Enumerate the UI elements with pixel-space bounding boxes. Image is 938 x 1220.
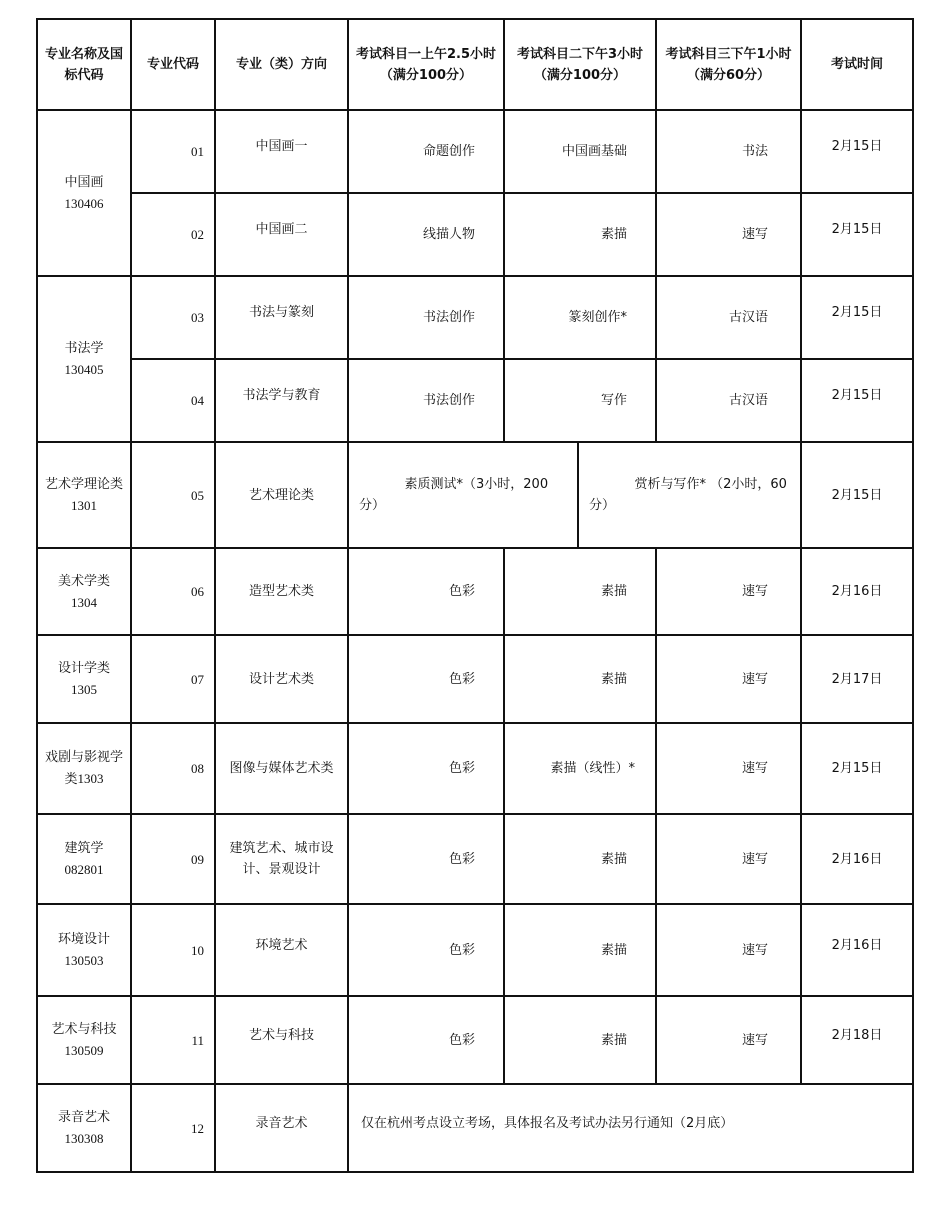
direction-name: 图像与媒体艺术类 bbox=[215, 723, 348, 814]
direction-code: 06 bbox=[131, 548, 215, 635]
subject-1: 书法创作 bbox=[348, 276, 504, 359]
major-code: 130308 bbox=[64, 1131, 104, 1146]
subject-2: 写作 bbox=[504, 359, 656, 442]
table-row bbox=[37, 635, 913, 723]
subject-2: 素描 bbox=[504, 635, 656, 723]
major-cell bbox=[37, 814, 131, 904]
table-row bbox=[37, 359, 913, 442]
subject-3: 速写 bbox=[656, 904, 801, 996]
exam-schedule-table-wrapper bbox=[36, 18, 912, 1173]
direction-code: 12 bbox=[131, 1084, 215, 1172]
header-subject-1: 考试科目一上午2.5小时（满分100分） bbox=[348, 19, 504, 110]
subject-3: 速写 bbox=[656, 548, 801, 635]
subject-3: 速写 bbox=[656, 635, 801, 723]
major-cell bbox=[37, 723, 131, 814]
header-major-name: 专业名称及国标代码 bbox=[37, 19, 131, 110]
direction-name: 书法学与教育 bbox=[215, 359, 348, 442]
direction-name: 录音艺术 bbox=[215, 1084, 348, 1172]
exam-date: 2月16日 bbox=[801, 814, 913, 904]
header-subject-3: 考试科目三下午1小时（满分60分） bbox=[656, 19, 801, 110]
table-row bbox=[37, 723, 913, 814]
direction-name: 艺术理论类 bbox=[215, 442, 348, 548]
direction-name: 环境艺术 bbox=[215, 904, 348, 996]
recording-arts-note: 仅在杭州考点设立考场，具体报名及考试办法另行通知（2月底） bbox=[348, 1084, 913, 1172]
subject-2: 素描（线性）* bbox=[504, 723, 656, 814]
subject-3: 速写 bbox=[656, 723, 801, 814]
major-name: 戏剧与影视学类1303 bbox=[44, 750, 123, 787]
subject-1: 色彩 bbox=[348, 904, 504, 996]
major-code: 082801 bbox=[64, 862, 104, 877]
major-name: 艺术学理论类 bbox=[44, 476, 123, 492]
major-cell bbox=[37, 442, 131, 548]
major-cell bbox=[37, 548, 131, 635]
exam-date: 2月15日 bbox=[801, 276, 913, 359]
direction-code: 03 bbox=[131, 276, 215, 359]
direction-code: 09 bbox=[131, 814, 215, 904]
major-cell bbox=[37, 110, 131, 276]
major-name: 录音艺术 bbox=[57, 1110, 110, 1125]
direction-name: 造型艺术类 bbox=[215, 548, 348, 635]
major-code: 130405 bbox=[64, 362, 104, 377]
direction-code: 04 bbox=[131, 359, 215, 442]
subject-3: 古汉语 bbox=[656, 276, 801, 359]
exam-date: 2月15日 bbox=[801, 359, 913, 442]
subject-3: 书法 bbox=[656, 110, 801, 193]
subject-1: 色彩 bbox=[348, 814, 504, 904]
major-code: 130509 bbox=[64, 1043, 104, 1058]
major-code: 1305 bbox=[71, 682, 97, 697]
direction-code: 05 bbox=[131, 442, 215, 548]
subject-3: 速写 bbox=[656, 193, 801, 276]
exam-date: 2月15日 bbox=[801, 110, 913, 193]
direction-name: 中国画一 bbox=[215, 110, 348, 193]
table-row bbox=[37, 996, 913, 1084]
exam-date: 2月17日 bbox=[801, 635, 913, 723]
major-name: 中国画 bbox=[64, 175, 104, 190]
major-name: 艺术与科技 bbox=[51, 1022, 117, 1037]
direction-code: 02 bbox=[131, 193, 215, 276]
subject-1: 色彩 bbox=[348, 548, 504, 635]
header-exam-date: 考试时间 bbox=[801, 19, 913, 110]
subject-3: 古汉语 bbox=[656, 359, 801, 442]
header-direction: 专业（类）方向 bbox=[215, 19, 348, 110]
subject-2: 素描 bbox=[504, 193, 656, 276]
table-row bbox=[37, 1084, 913, 1172]
exam-date: 2月15日 bbox=[801, 442, 913, 548]
table-row bbox=[37, 193, 913, 276]
table-row bbox=[37, 548, 913, 635]
subject-2: 素描 bbox=[504, 814, 656, 904]
direction-name: 建筑艺术、城市设计、景观设计 bbox=[215, 814, 348, 904]
header-subject-2: 考试科目二下午3小时 （满分100分） bbox=[504, 19, 656, 110]
direction-name: 艺术与科技 bbox=[215, 996, 348, 1084]
table-row bbox=[37, 442, 913, 548]
direction-code: 08 bbox=[131, 723, 215, 814]
subject-1: 色彩 bbox=[348, 996, 504, 1084]
major-cell bbox=[37, 996, 131, 1084]
table-row bbox=[37, 814, 913, 904]
exam-date: 2月18日 bbox=[801, 996, 913, 1084]
subject-2: 篆刻创作* bbox=[504, 276, 656, 359]
major-cell bbox=[37, 904, 131, 996]
direction-name: 书法与篆刻 bbox=[215, 276, 348, 359]
subject-1-merged: 素质测试*（3小时，200分） bbox=[349, 443, 579, 547]
exam-date: 2月16日 bbox=[801, 904, 913, 996]
subject-2: 素描 bbox=[504, 996, 656, 1084]
subject-1: 命题创作 bbox=[348, 110, 504, 193]
major-name: 书法学 bbox=[64, 341, 104, 356]
major-name: 设计学类 bbox=[57, 661, 110, 676]
major-code: 130406 bbox=[64, 196, 104, 211]
direction-code: 07 bbox=[131, 635, 215, 723]
major-name: 美术学类 bbox=[57, 573, 110, 589]
subjects-merged-cell bbox=[348, 442, 801, 548]
direction-code: 10 bbox=[131, 904, 215, 996]
direction-code: 11 bbox=[131, 996, 215, 1084]
direction-code: 01 bbox=[131, 110, 215, 193]
subject-1: 书法创作 bbox=[348, 359, 504, 442]
major-cell bbox=[37, 1084, 131, 1172]
subject-2: 中国画基础 bbox=[504, 110, 656, 193]
major-name: 环境设计 bbox=[57, 932, 110, 947]
subject-3: 速写 bbox=[656, 996, 801, 1084]
major-code: 1303 bbox=[77, 771, 104, 786]
subject-1: 线描人物 bbox=[348, 193, 504, 276]
major-name: 建筑学 bbox=[64, 841, 104, 856]
exam-date: 2月15日 bbox=[801, 193, 913, 276]
direction-name: 中国画二 bbox=[215, 193, 348, 276]
table-row bbox=[37, 110, 913, 193]
subject-2-merged: 赏析与写作* （2小时，60分） bbox=[589, 477, 787, 513]
subject-2: 素描 bbox=[504, 904, 656, 996]
subject-1: 色彩 bbox=[348, 723, 504, 814]
major-cell bbox=[37, 635, 131, 723]
exam-schedule-table bbox=[36, 18, 914, 1173]
major-code: 1301 bbox=[71, 497, 97, 513]
major-cell bbox=[37, 276, 131, 442]
table-row bbox=[37, 904, 913, 996]
major-code: 130503 bbox=[64, 953, 104, 968]
exam-date: 2月16日 bbox=[801, 548, 913, 635]
subject-2: 素描 bbox=[504, 548, 656, 635]
header-row bbox=[37, 19, 913, 110]
exam-date: 2月15日 bbox=[801, 723, 913, 814]
direction-name: 设计艺术类 bbox=[215, 635, 348, 723]
table-row bbox=[37, 276, 913, 359]
subject-1: 色彩 bbox=[348, 635, 504, 723]
major-code: 1304 bbox=[71, 594, 97, 610]
subject-3: 速写 bbox=[656, 814, 801, 904]
header-major-code: 专业代码 bbox=[131, 19, 215, 110]
